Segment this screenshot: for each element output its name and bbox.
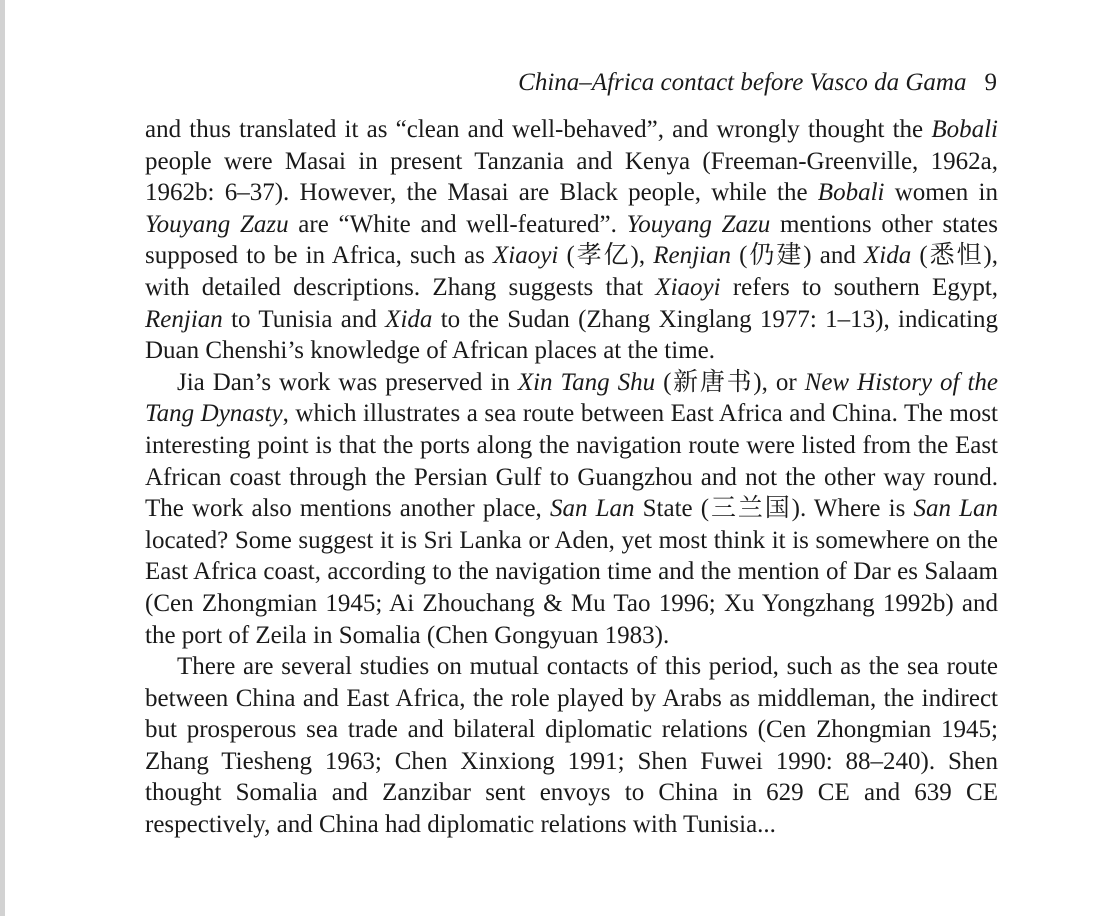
- italic-term: Bobali: [931, 116, 998, 143]
- text-run: to Tunisia and: [222, 305, 386, 333]
- page-left-edge: [0, 0, 5, 916]
- text-run: and thus translated it as “clean and well-behaved”, and wrongly thought the: [145, 116, 932, 143]
- italic-term: Youyang Zazu: [626, 210, 771, 238]
- italic-term: Bobali: [817, 179, 885, 207]
- italic-term: Xiaoyi: [493, 242, 559, 270]
- italic-term: San Lan: [913, 495, 998, 523]
- italic-term: Xiaoyi: [655, 273, 721, 301]
- text-run: refers to southern Egypt,: [720, 273, 999, 301]
- text-run: (仍建) and: [731, 242, 864, 270]
- text-run: (孝亿),: [558, 242, 654, 270]
- paragraph-2: [145, 367, 998, 651]
- running-head-title: China–Africa contact before Vasco da Gama: [518, 69, 967, 96]
- text-run: Jia Dan’s work was preserved in: [177, 368, 518, 396]
- text-run: women in: [884, 179, 999, 207]
- italic-term: New History of the Tang Dynasty: [145, 368, 998, 428]
- page-number: 9: [984, 69, 997, 96]
- running-head: [518, 66, 997, 100]
- paragraph-1: [145, 114, 998, 367]
- text-run: mentions other states supposed to be in Africa, such as: [145, 210, 998, 270]
- text-run: people were Masai in present Tanzania and Kenya (Freeman-Greenville, 1962a, 1962b: 6–37). However, the Masai are Black people, while the: [145, 147, 998, 207]
- paragraph-3: [145, 651, 998, 841]
- italic-term: San Lan: [549, 495, 635, 523]
- text-run: located? Some suggest it is Sri Lanka or Aden, yet most think it is somewhere on the East Africa coast, according to the navigation time and the mention of Dar es Salaam (Cen Zhongmian 1945; Ai Zhouchang & Mu Tao 1996; Xu Yongzhang 1992b) and the port of Zeila in Somalia (Chen Gongyuan 1983).: [145, 526, 998, 649]
- italic-term: Youyang Zazu: [145, 210, 289, 238]
- italic-term: Xin Tang Shu: [517, 368, 656, 396]
- text-run: , which illustrates a sea route between East Africa and China. The most interesting point is that the ports along the navigation route were listed from the East African coast through the Persian Gulf to Guangzhou and not the other way round. The work also mentions another place,: [145, 400, 998, 523]
- text-run: There are several studies on mutual contacts of this period, such as the sea route between China and East Africa, the role played by Arabs as middleman, the indirect but prosperous sea trade and bilateral diplomatic relations (Cen Zhongmian 1945; Zhang Tiesheng 1963; Chen Xinxiong 1991; Shen Fuwei 1990: 88–240). Shen thought Somalia and Zanzibar sent envoys to China in 629 CE and 639 CE respectively, and China had diplomatic relations with Tunisia...: [145, 653, 998, 839]
- italic-term: Renjian: [653, 242, 732, 270]
- text-run: to the Sudan (Zhang Xinglang 1977: 1–13), indicating Duan Chenshi’s knowledge of African places at the time.: [145, 305, 999, 365]
- body-text: [145, 114, 998, 841]
- text-run: are “White and well-featured”.: [288, 210, 627, 238]
- italic-term: Xida: [385, 305, 433, 333]
- text-run: State (三兰国). Where is: [634, 495, 914, 523]
- text-run: (悉怛), with detailed descriptions. Zhang suggests that: [145, 242, 998, 301]
- italic-term: Renjian: [145, 305, 223, 333]
- text-run: (新唐书), or: [655, 368, 805, 396]
- italic-term: Xida: [863, 242, 912, 270]
